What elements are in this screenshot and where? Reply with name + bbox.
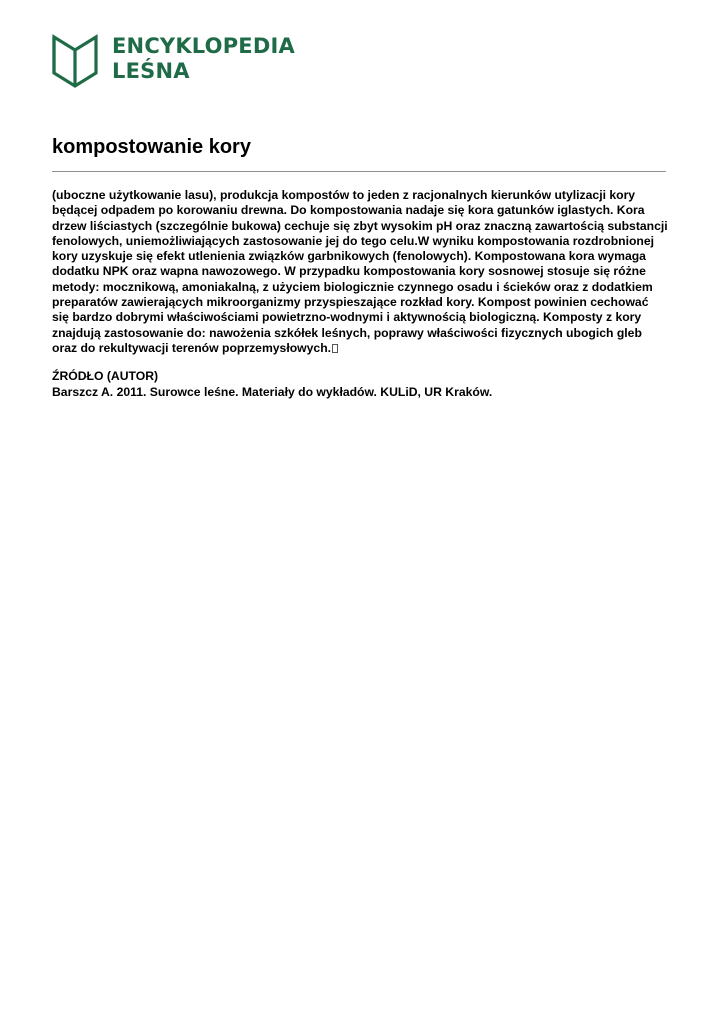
article-body-text: (uboczne użytkowanie lasu), produkcja kompostów to jeden z racjonalnych kierunków utylizacji kory będącej odpadem po korowaniu drewna. Do kompostowania nadaje się kora gatunków iglastych. Kora drzew liściastych (szczególnie bukowa) cechuje się zbyt wysokim pH oraz znaczną zawartością substancji fenolowych, uniemożliwiających zastosowanie jej do tego celu.W wyniku kompostowania rozdrobnionej kory uzyskuje się efekt utlenienia związków garbnikowych (fenolowych). Kompostowana kora wymaga dodatku NPK oraz wapna nawozowego. W przypadku kompostowania kory sosnowej stosuje się różne metody: mocznikową, amoniakalną, z użyciem biologicznie czynnego osadu i ścieków oraz z dodatkiem preparatów zawierających mikroorganizmy przyspieszające rozkład kory. Kompost powinien cechować się bardzo dobrymi właściwościami powietrzno-wodnymi i aktywnością biologiczną. Komposty z kory znajdują zastosowanie do: nawożenia szkółek leśnych, poprawy właściwości fizycznych ubogich gleb oraz do rekultywacji terenów poprzemysłowych. [52,188,668,355]
logo-line-2: LEŚNA [112,59,190,83]
logo-line-1: ENCYKLOPEDIA [112,34,295,58]
missing-glyph-icon [332,344,338,353]
logo [52,33,295,89]
logo-wordmark [112,34,295,84]
open-book-icon [52,33,98,88]
source-heading: ŹRÓDŁO (AUTOR) [52,369,159,383]
article-body [52,188,668,356]
title-divider [52,171,666,172]
source-text: Barszcz A. 2011. Surowce leśne. Materiały do wykładów. KULiD, UR Kraków. [52,385,493,399]
page-title: kompostowanie kory [52,136,251,158]
